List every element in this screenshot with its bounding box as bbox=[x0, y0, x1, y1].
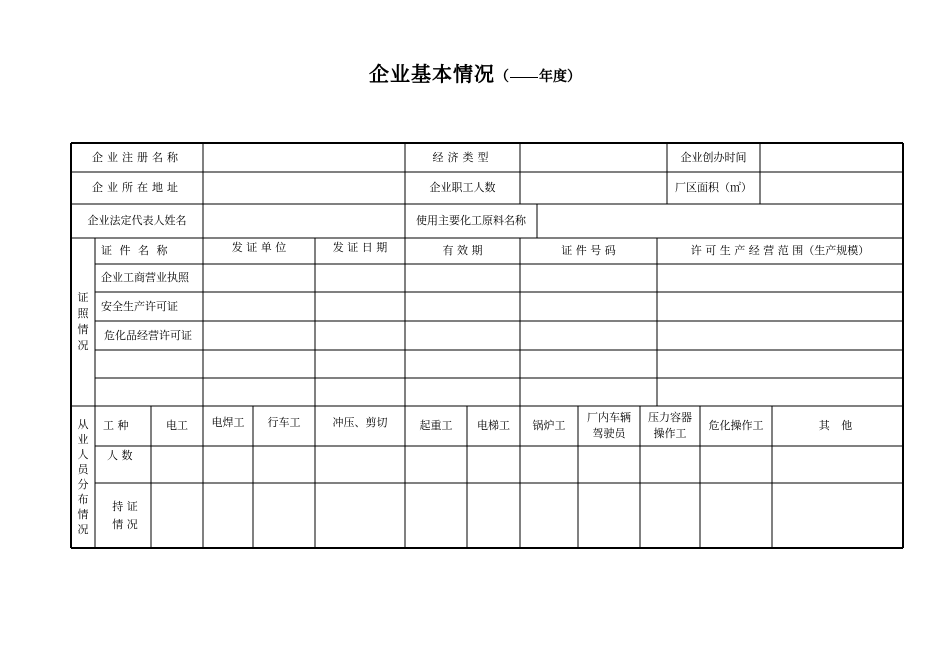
type-hazchem-operator: 危化操作工 bbox=[708, 419, 764, 432]
header-cert-name: 证 件 名 称 bbox=[101, 244, 170, 257]
label-staff: 企业职工人数 bbox=[429, 181, 496, 194]
title-open: （ bbox=[495, 69, 509, 85]
type-welder: 电焊工 bbox=[211, 416, 245, 429]
title-year-suffix: 年度） bbox=[539, 69, 581, 85]
type-pressure-vessel-operator: 压力容器操作工 bbox=[648, 411, 692, 440]
row-hazchem-license: 危化品经营许可证 bbox=[104, 328, 192, 342]
header-issuer: 发 证 单 位 bbox=[231, 241, 287, 254]
header-scope: 许 可 生 产 经 营 范 围（生产规模） bbox=[690, 244, 870, 257]
label-founded: 企业创办时间 bbox=[680, 150, 747, 164]
field-materials[interactable] bbox=[537, 204, 903, 238]
label-certified: 持 证 情 况 bbox=[112, 499, 138, 531]
type-other: 其 他 bbox=[818, 419, 857, 432]
header-cert-no: 证 件 号 码 bbox=[561, 244, 616, 257]
field-area[interactable] bbox=[760, 172, 903, 204]
header-issue-date: 发 证 日 期 bbox=[332, 241, 388, 254]
row-business-license: 企业工商营业执照 bbox=[101, 271, 189, 284]
label-reg-name: 企业注册名称 bbox=[92, 150, 182, 164]
label-materials: 使用主要化工原料名称 bbox=[416, 214, 526, 227]
year-blank[interactable] bbox=[510, 77, 538, 78]
type-elevator-worker: 电梯工 bbox=[477, 419, 510, 432]
title-main: 企业基本情况 bbox=[369, 62, 495, 86]
type-boiler-worker: 锅炉工 bbox=[532, 419, 566, 432]
label-area: 厂区面积（㎡） bbox=[675, 181, 752, 194]
field-staff[interactable] bbox=[520, 172, 667, 204]
field-reg-name[interactable] bbox=[203, 143, 405, 172]
label-work-type: 工 种 bbox=[103, 419, 129, 432]
header-validity: 有 效 期 bbox=[442, 244, 483, 257]
field-legal-rep[interactable] bbox=[203, 204, 405, 238]
type-electrician: 电工 bbox=[166, 419, 188, 432]
field-founded[interactable] bbox=[760, 143, 903, 172]
type-crane-operator: 行车工 bbox=[267, 416, 301, 429]
section-workers: 从业人员分布情况 bbox=[77, 418, 89, 536]
type-press-shear: 冲压、剪切 bbox=[332, 416, 388, 429]
label-headcount: 人 数 bbox=[107, 449, 133, 462]
label-address: 企业所在地址 bbox=[92, 181, 182, 194]
type-rigger: 起重工 bbox=[419, 419, 453, 432]
page-title bbox=[0, 58, 950, 87]
field-econ-type[interactable] bbox=[520, 143, 667, 172]
row-safety-license: 安全生产许可证 bbox=[101, 299, 178, 313]
label-econ-type: 经济类型 bbox=[432, 150, 493, 164]
label-legal-rep: 企业法定代表人姓名 bbox=[87, 214, 187, 227]
section-license: 证照情况 bbox=[77, 291, 89, 352]
type-vehicle-driver: 厂内车辆驾驶员 bbox=[587, 411, 631, 440]
field-address[interactable] bbox=[203, 172, 405, 204]
